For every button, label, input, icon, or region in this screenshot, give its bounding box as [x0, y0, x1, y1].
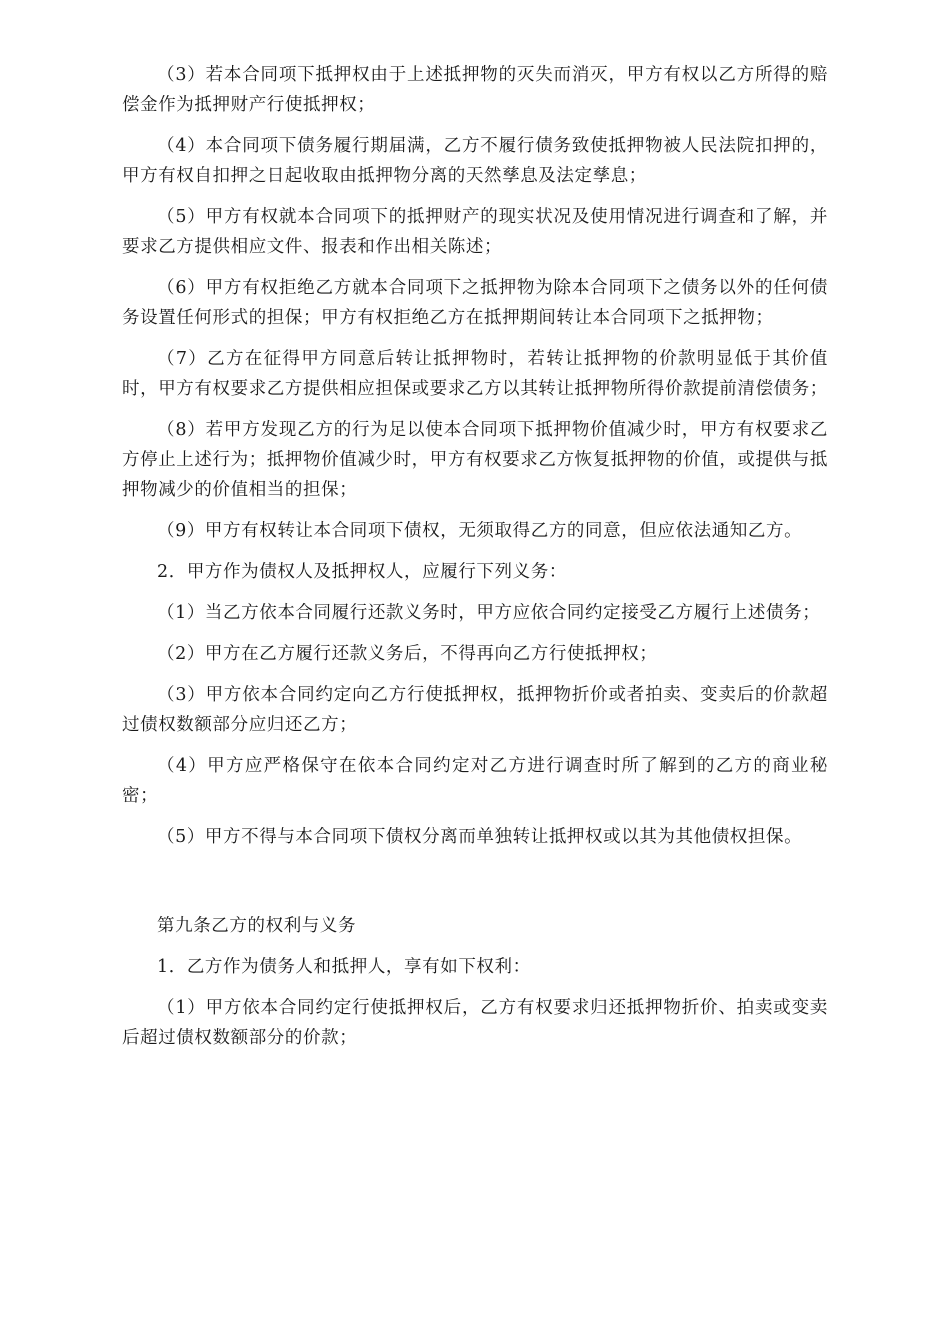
- paragraph-obligation-5: （5）甲方不得与本合同项下债权分离而单独转让抵押权或以其为其他债权担保。: [157, 827, 803, 847]
- paragraph-right-1: （1）甲方依本合同约定行使抵押权后，乙方有权要求归还抵押物折价、拍卖或变卖后超过债权数额部分的价款；: [122, 998, 828, 1048]
- paragraph-obligation-1: （1）当乙方依本合同履行还款义务时，甲方应依合同约定接受乙方履行上述债务；: [157, 603, 821, 623]
- paragraph-rights-intro: 1．乙方作为债务人和抵押人，享有如下权利：: [157, 957, 531, 977]
- paragraph-clause-7: （7）乙方在征得甲方同意后转让抵押物时，若转让抵押物的价款明显低于其价值时，甲方有权要求乙方提供相应担保或要求乙方以其转让抵押物所得价款提前清偿债务；: [122, 349, 828, 399]
- paragraph-obligation-3: （3）甲方依本合同约定向乙方行使抵押权，抵押物折价或者拍卖、变卖后的价款超过债权数额部分应归还乙方；: [122, 685, 828, 735]
- document-page: [122, 60, 828, 1064]
- paragraph-clause-3: （3）若本合同项下抵押权由于上述抵押物的灭失而消灭，甲方有权以乙方所得的赔偿金作为抵押财产行使抵押权；: [122, 65, 828, 115]
- paragraph-clause-9: （9）甲方有权转让本合同项下债权，无须取得乙方的同意，但应依法通知乙方。: [157, 521, 803, 541]
- section-gap: [122, 863, 828, 911]
- paragraph-obligation-2: （2）甲方在乙方履行还款义务后，不得再向乙方行使抵押权；: [157, 644, 658, 664]
- paragraph-clause-6: （6）甲方有权拒绝乙方就本合同项下之抵押物为除本合同项下之债务以外的任何债务设置任何形式的担保；甲方有权拒绝乙方在抵押期间转让本合同项下之抵押物；: [122, 278, 828, 328]
- paragraph-clause-5: （5）甲方有权就本合同项下的抵押财产的现实状况及使用情况进行调查和了解，并要求乙方提供相应文件、报表和作出相关陈述；: [122, 207, 828, 257]
- paragraph-obligation-4: （4）甲方应严格保守在依本合同约定对乙方进行调查时所了解到的乙方的商业秘密；: [122, 756, 828, 806]
- paragraph-clause-8: （8）若甲方发现乙方的行为足以使本合同项下抵押物价值减少时，甲方有权要求乙方停止上述行为；抵押物价值减少时，甲方有权要求乙方恢复抵押物的价值，或提供与抵押物减少的价值相当的担保；: [122, 420, 828, 500]
- article-heading: 第九条乙方的权利与义务: [157, 916, 357, 936]
- paragraph-obligations-intro: 2．甲方作为债权人及抵押权人，应履行下列义务：: [157, 562, 567, 582]
- paragraph-clause-4: （4）本合同项下债务履行期届满，乙方不履行债务致使抵押物被人民法院扣押的，甲方有权自扣押之日起收取由抵押物分离的天然孳息及法定孳息；: [122, 136, 828, 186]
